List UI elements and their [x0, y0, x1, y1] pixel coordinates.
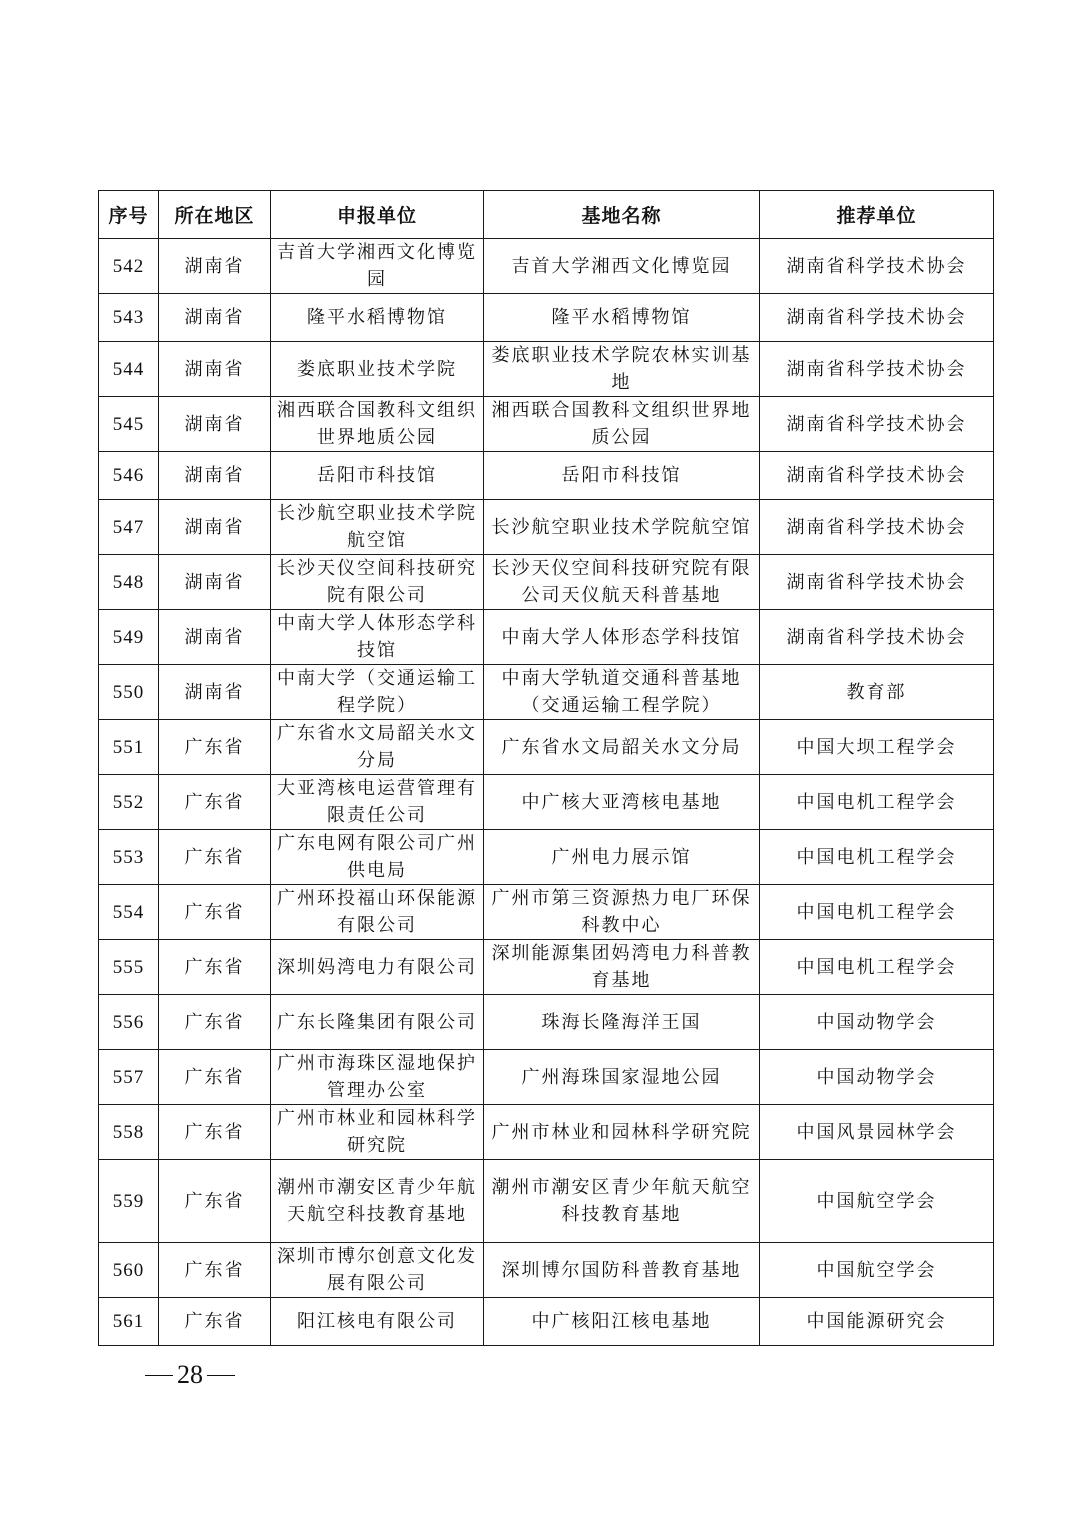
cell-recommending-unit: 湖南省科学技术协会: [760, 610, 994, 665]
cell-base-name: 广东省水文局韶关水文分局: [484, 720, 760, 775]
cell-recommending-unit: 湖南省科学技术协会: [760, 342, 994, 397]
cell-recommending-unit: 中国电机工程学会: [760, 775, 994, 830]
table-row: [99, 1298, 994, 1346]
cell-applicant-unit: 中南大学（交通运输工程学院）: [271, 665, 484, 720]
cell-base-name: 长沙航空职业技术学院航空馆: [484, 500, 760, 555]
cell-serial-number: 547: [99, 500, 159, 555]
cell-applicant-unit: 隆平水稻博物馆: [271, 294, 484, 342]
table-row: [99, 1050, 994, 1105]
cell-serial-number: 543: [99, 294, 159, 342]
cell-region: 湖南省: [159, 555, 271, 610]
cell-region: 广东省: [159, 1243, 271, 1298]
header-applicant-unit: 申报单位: [271, 191, 484, 239]
cell-region: 湖南省: [159, 239, 271, 294]
cell-applicant-unit: 广州市海珠区湿地保护管理办公室: [271, 1050, 484, 1105]
cell-serial-number: 546: [99, 452, 159, 500]
table-row: [99, 342, 994, 397]
cell-base-name: 湘西联合国教科文组织世界地质公园: [484, 397, 760, 452]
cell-recommending-unit: 中国航空学会: [760, 1160, 994, 1243]
cell-region: 广东省: [159, 940, 271, 995]
cell-base-name: 中广核阳江核电基地: [484, 1298, 760, 1346]
cell-base-name: 中南大学人体形态学科技馆: [484, 610, 760, 665]
cell-region: 广东省: [159, 1105, 271, 1160]
cell-recommending-unit: 中国电机工程学会: [760, 830, 994, 885]
page-number: 28: [177, 1360, 203, 1389]
table-row: [99, 995, 994, 1050]
cell-applicant-unit: 深圳妈湾电力有限公司: [271, 940, 484, 995]
table-row: [99, 610, 994, 665]
cell-applicant-unit: 长沙天仪空间科技研究院有限公司: [271, 555, 484, 610]
cell-region: 湖南省: [159, 342, 271, 397]
page-footer: [145, 1360, 235, 1390]
footer-dash-right: [207, 1375, 235, 1376]
cell-applicant-unit: 广州市林业和园林科学研究院: [271, 1105, 484, 1160]
cell-base-name: 广州市第三资源热力电厂环保科教中心: [484, 885, 760, 940]
cell-base-name: 娄底职业技术学院农林实训基地: [484, 342, 760, 397]
cell-applicant-unit: 中南大学人体形态学科技馆: [271, 610, 484, 665]
cell-recommending-unit: 中国动物学会: [760, 995, 994, 1050]
cell-serial-number: 544: [99, 342, 159, 397]
cell-base-name: 隆平水稻博物馆: [484, 294, 760, 342]
table-row: [99, 775, 994, 830]
table-row: [99, 1243, 994, 1298]
footer-dash-left: [145, 1375, 173, 1376]
cell-applicant-unit: 吉首大学湘西文化博览园: [271, 239, 484, 294]
cell-serial-number: 558: [99, 1105, 159, 1160]
cell-recommending-unit: 中国动物学会: [760, 1050, 994, 1105]
cell-base-name: 广州市林业和园林科学研究院: [484, 1105, 760, 1160]
cell-serial-number: 552: [99, 775, 159, 830]
table-row: [99, 940, 994, 995]
cell-recommending-unit: 湖南省科学技术协会: [760, 500, 994, 555]
science-base-table: [98, 190, 994, 1346]
cell-recommending-unit: 湖南省科学技术协会: [760, 397, 994, 452]
cell-serial-number: 556: [99, 995, 159, 1050]
cell-recommending-unit: 中国航空学会: [760, 1243, 994, 1298]
table-row: [99, 500, 994, 555]
cell-recommending-unit: 湖南省科学技术协会: [760, 239, 994, 294]
cell-applicant-unit: 长沙航空职业技术学院航空馆: [271, 500, 484, 555]
cell-recommending-unit: 中国电机工程学会: [760, 940, 994, 995]
cell-recommending-unit: 教育部: [760, 665, 994, 720]
cell-region: 广东省: [159, 720, 271, 775]
cell-base-name: 广州电力展示馆: [484, 830, 760, 885]
cell-serial-number: 549: [99, 610, 159, 665]
header-serial-number: 序号: [99, 191, 159, 239]
cell-region: 湖南省: [159, 452, 271, 500]
cell-region: 广东省: [159, 995, 271, 1050]
cell-applicant-unit: 湘西联合国教科文组织世界地质公园: [271, 397, 484, 452]
cell-serial-number: 555: [99, 940, 159, 995]
cell-region: 广东省: [159, 1298, 271, 1346]
table-row: [99, 452, 994, 500]
cell-serial-number: 560: [99, 1243, 159, 1298]
cell-base-name: 珠海长隆海洋王国: [484, 995, 760, 1050]
cell-applicant-unit: 娄底职业技术学院: [271, 342, 484, 397]
cell-base-name: 吉首大学湘西文化博览园: [484, 239, 760, 294]
header-region: 所在地区: [159, 191, 271, 239]
cell-applicant-unit: 深圳市博尔创意文化发展有限公司: [271, 1243, 484, 1298]
cell-applicant-unit: 广东省水文局韶关水文分局: [271, 720, 484, 775]
table-row: [99, 885, 994, 940]
table-row: [99, 1160, 994, 1243]
table-header-row: [99, 191, 994, 239]
cell-applicant-unit: 大亚湾核电运营管理有限责任公司: [271, 775, 484, 830]
cell-region: 广东省: [159, 1050, 271, 1105]
cell-serial-number: 557: [99, 1050, 159, 1105]
cell-region: 广东省: [159, 775, 271, 830]
cell-recommending-unit: 湖南省科学技术协会: [760, 294, 994, 342]
cell-serial-number: 542: [99, 239, 159, 294]
cell-base-name: 长沙天仪空间科技研究院有限公司天仪航天科普基地: [484, 555, 760, 610]
cell-applicant-unit: 阳江核电有限公司: [271, 1298, 484, 1346]
cell-base-name: 岳阳市科技馆: [484, 452, 760, 500]
cell-base-name: 深圳博尔国防科普教育基地: [484, 1243, 760, 1298]
cell-base-name: 潮州市潮安区青少年航天航空科技教育基地: [484, 1160, 760, 1243]
cell-serial-number: 559: [99, 1160, 159, 1243]
cell-serial-number: 545: [99, 397, 159, 452]
cell-region: 湖南省: [159, 665, 271, 720]
cell-region: 湖南省: [159, 294, 271, 342]
cell-region: 广东省: [159, 1160, 271, 1243]
cell-recommending-unit: 中国大坝工程学会: [760, 720, 994, 775]
table-row: [99, 665, 994, 720]
header-recommending-unit: 推荐单位: [760, 191, 994, 239]
cell-recommending-unit: 中国电机工程学会: [760, 885, 994, 940]
cell-region: 湖南省: [159, 610, 271, 665]
table-row: [99, 830, 994, 885]
cell-applicant-unit: 岳阳市科技馆: [271, 452, 484, 500]
cell-recommending-unit: 中国能源研究会: [760, 1298, 994, 1346]
cell-recommending-unit: 中国风景园林学会: [760, 1105, 994, 1160]
cell-base-name: 中广核大亚湾核电基地: [484, 775, 760, 830]
cell-base-name: 广州海珠国家湿地公园: [484, 1050, 760, 1105]
cell-applicant-unit: 广东长隆集团有限公司: [271, 995, 484, 1050]
header-base-name: 基地名称: [484, 191, 760, 239]
cell-region: 湖南省: [159, 397, 271, 452]
table-row: [99, 397, 994, 452]
table-row: [99, 239, 994, 294]
cell-region: 湖南省: [159, 500, 271, 555]
cell-serial-number: 550: [99, 665, 159, 720]
cell-base-name: 深圳能源集团妈湾电力科普教育基地: [484, 940, 760, 995]
cell-base-name: 中南大学轨道交通科普基地（交通运输工程学院）: [484, 665, 760, 720]
cell-applicant-unit: 潮州市潮安区青少年航天航空科技教育基地: [271, 1160, 484, 1243]
table-row: [99, 555, 994, 610]
cell-recommending-unit: 湖南省科学技术协会: [760, 555, 994, 610]
cell-region: 广东省: [159, 885, 271, 940]
cell-recommending-unit: 湖南省科学技术协会: [760, 452, 994, 500]
cell-applicant-unit: 广州环投福山环保能源有限公司: [271, 885, 484, 940]
cell-serial-number: 554: [99, 885, 159, 940]
cell-serial-number: 553: [99, 830, 159, 885]
cell-serial-number: 561: [99, 1298, 159, 1346]
table-row: [99, 720, 994, 775]
cell-applicant-unit: 广东电网有限公司广州供电局: [271, 830, 484, 885]
cell-region: 广东省: [159, 830, 271, 885]
cell-serial-number: 551: [99, 720, 159, 775]
table-row: [99, 294, 994, 342]
table-row: [99, 1105, 994, 1160]
cell-serial-number: 548: [99, 555, 159, 610]
